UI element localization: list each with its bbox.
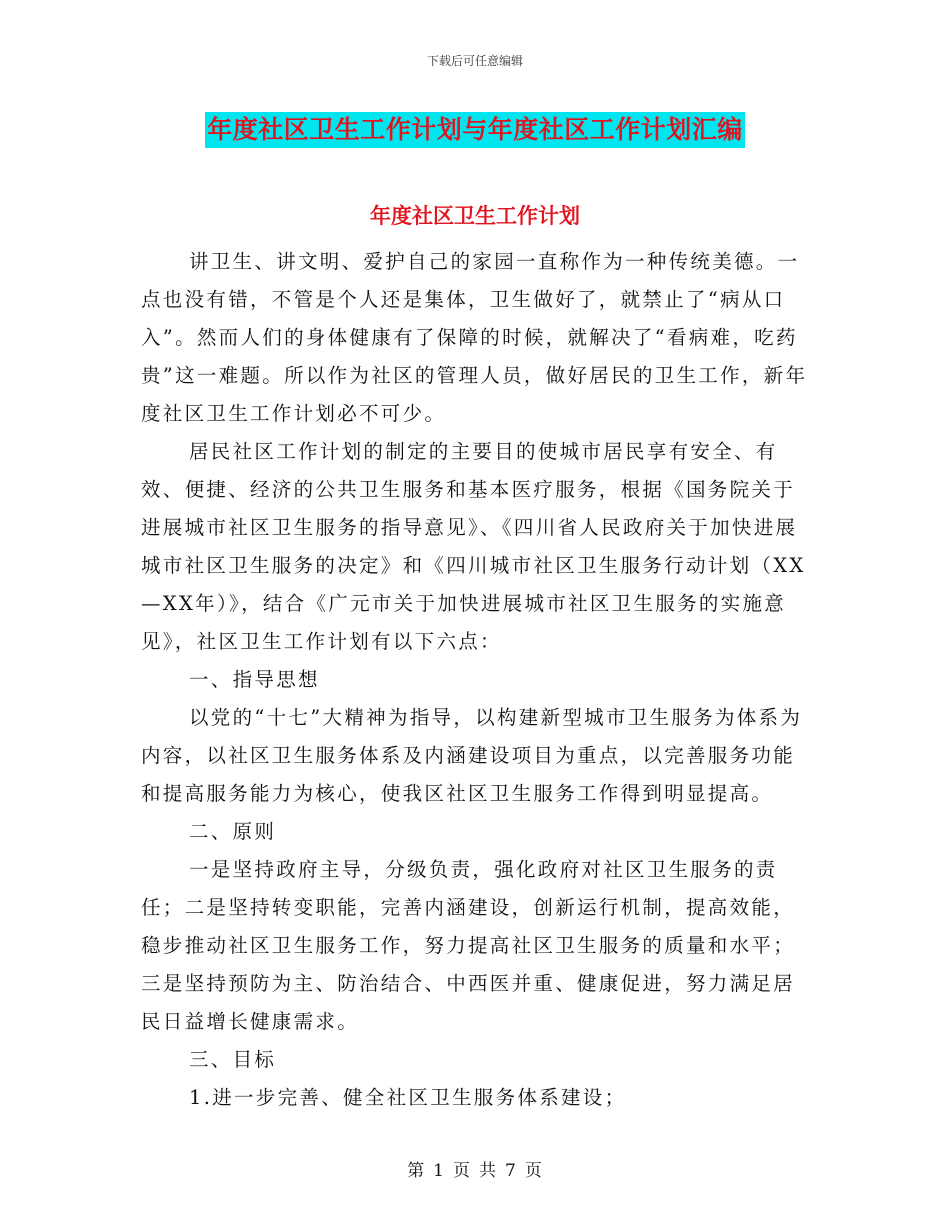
main-title: 年度社区卫生工作计划与年度社区工作计划汇编 bbox=[205, 112, 745, 148]
heading-guiding-thought: 一、指导思想 bbox=[189, 668, 320, 691]
footer-prefix: 第 bbox=[407, 1161, 426, 1181]
document-body bbox=[141, 243, 811, 1117]
header-note: 下载后可任意编辑 bbox=[426, 54, 523, 68]
paragraph-purpose: 居民社区工作计划的制定的主要目的使城市居民享有安全、有效、便捷、经济的公共卫生服务和基本医疗服务，根据《国务院关于进展城市社区卫生服务的指导意见》、《四川省人民政府关于加快进展城市社区卫生服务的决定》和《四川城市社区卫生服务行动计划（XX—XX年）》，结合《广元市关于加快进展城市社区卫生服务的实施意见》，社区卫生工作计划有以下六点： bbox=[141, 440, 806, 653]
heading-principles: 二、原则 bbox=[189, 820, 277, 843]
paragraph-intro: 讲卫生、讲文明、爱护自己的家园一直称作为一种传统美德。一点也没有错，不管是个人还是集体，卫生做好了，就禁止了“病从口入”。然而人们的身体健康有了保障的时候，就解决了“看病难，吃药贵”这一难题。所以作为社区的管理人员，做好居民的卫生工作，新年度社区卫生工作计划必不可少。 bbox=[141, 250, 808, 425]
footer-suffix: 页 bbox=[524, 1161, 543, 1181]
section-title: 年度社区卫生工作计划 bbox=[370, 204, 580, 228]
footer-total-prefix: 共 bbox=[479, 1161, 497, 1181]
main-title-container bbox=[0, 112, 950, 148]
footer-mid: 页 bbox=[453, 1161, 471, 1181]
page-number: 1 bbox=[433, 1161, 445, 1181]
page-footer bbox=[0, 1156, 950, 1181]
page-total: 7 bbox=[505, 1161, 517, 1181]
goal-item-1: 1.进一步完善、健全社区卫生服务体系建设； bbox=[189, 1086, 627, 1109]
paragraph-principles: 一是坚持政府主导，分级负责，强化政府对社区卫生服务的责任；二是坚持转变职能，完善内涵建设，创新运行机制，提高效能，稳步推动社区卫生服务工作，努力提高社区卫生服务的质量和水平；三是坚持预防为主、防治结合、中西医并重、健康促进，努力满足居民日益增长健康需求。 bbox=[141, 858, 796, 1033]
paragraph-guiding-thought: 以党的“十七”大精神为指导，以构建新型城市卫生服务为体系为内容，以社区卫生服务体系及内涵建设项目为重点，以完善服务功能和提高服务能力为核心，使我区社区卫生服务工作得到明显提高。 bbox=[141, 706, 803, 805]
heading-goals: 三、目标 bbox=[189, 1048, 277, 1071]
